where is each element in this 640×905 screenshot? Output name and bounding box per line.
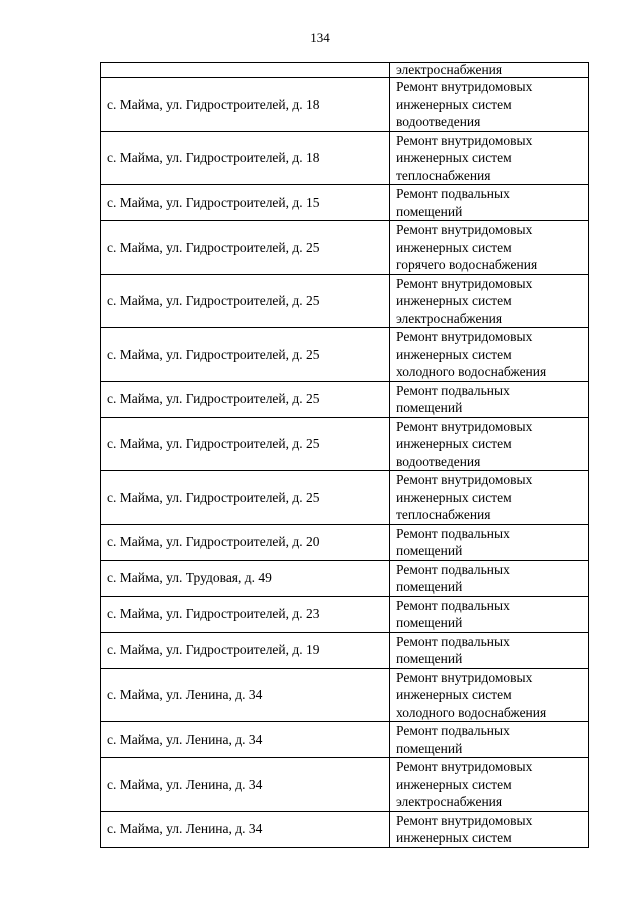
- address-cell: с. Майма, ул. Гидростроителей, д. 25: [101, 328, 390, 382]
- address-cell: с. Майма, ул. Ленина, д. 34: [101, 811, 390, 847]
- table-row: [101, 560, 589, 596]
- address-cell: с. Майма, ул. Гидростроителей, д. 15: [101, 185, 390, 221]
- table-row: [101, 328, 589, 382]
- work-type-cell: Ремонт внутридомовых инженерных систем холодного водоснабжения: [390, 668, 589, 722]
- table-row: [101, 524, 589, 560]
- address-cell: с. Майма, ул. Гидростроителей, д. 25: [101, 221, 390, 275]
- table-row: [101, 274, 589, 328]
- work-type-cell: Ремонт внутридомовых инженерных систем: [390, 811, 589, 847]
- address-cell: с. Майма, ул. Гидростроителей, д. 18: [101, 131, 390, 185]
- work-type-cell: электроснабжения: [390, 63, 589, 78]
- table-row: [101, 417, 589, 471]
- table-row: [101, 811, 589, 847]
- address-cell: с. Майма, ул. Гидростроителей, д. 23: [101, 596, 390, 632]
- table-row: [101, 185, 589, 221]
- work-type-cell: Ремонт внутридомовых инженерных систем теплоснабжения: [390, 471, 589, 525]
- address-cell: с. Майма, ул. Трудовая, д. 49: [101, 560, 390, 596]
- work-type-cell: Ремонт внутридомовых инженерных систем горячего водоснабжения: [390, 221, 589, 275]
- address-cell: с. Майма, ул. Гидростроителей, д. 25: [101, 381, 390, 417]
- address-cell: с. Майма, ул. Гидростроителей, д. 25: [101, 417, 390, 471]
- works-table: [100, 62, 589, 848]
- work-type-cell: Ремонт подвальных помещений: [390, 185, 589, 221]
- table-row: [101, 722, 589, 758]
- address-cell: с. Майма, ул. Гидростроителей, д. 25: [101, 471, 390, 525]
- work-type-cell: Ремонт подвальных помещений: [390, 381, 589, 417]
- table-row: [101, 78, 589, 132]
- address-cell: с. Майма, ул. Ленина, д. 34: [101, 722, 390, 758]
- table-row: [101, 596, 589, 632]
- work-type-cell: Ремонт внутридомовых инженерных систем водоотведения: [390, 78, 589, 132]
- work-type-cell: Ремонт подвальных помещений: [390, 722, 589, 758]
- work-type-cell: Ремонт подвальных помещений: [390, 596, 589, 632]
- table-row: [101, 471, 589, 525]
- work-type-cell: Ремонт внутридомовых инженерных систем теплоснабжения: [390, 131, 589, 185]
- address-cell: с. Майма, ул. Ленина, д. 34: [101, 758, 390, 812]
- table-row: [101, 668, 589, 722]
- table-row: [101, 221, 589, 275]
- work-type-cell: Ремонт внутридомовых инженерных систем холодного водоснабжения: [390, 328, 589, 382]
- table-row: [101, 632, 589, 668]
- work-type-cell: Ремонт подвальных помещений: [390, 524, 589, 560]
- table-row: [101, 758, 589, 812]
- table-row: [101, 63, 589, 78]
- work-type-cell: Ремонт внутридомовых инженерных систем электроснабжения: [390, 274, 589, 328]
- address-cell: с. Майма, ул. Ленина, д. 34: [101, 668, 390, 722]
- address-cell: с. Майма, ул. Гидростроителей, д. 20: [101, 524, 390, 560]
- address-cell: с. Майма, ул. Гидростроителей, д. 18: [101, 78, 390, 132]
- page-number: 134: [310, 30, 330, 45]
- work-type-cell: Ремонт внутридомовых инженерных систем электроснабжения: [390, 758, 589, 812]
- address-cell: с. Майма, ул. Гидростроителей, д. 19: [101, 632, 390, 668]
- address-cell: с. Майма, ул. Гидростроителей, д. 25: [101, 274, 390, 328]
- work-type-cell: Ремонт подвальных помещений: [390, 632, 589, 668]
- work-type-cell: Ремонт внутридомовых инженерных систем водоотведения: [390, 417, 589, 471]
- address-cell: [101, 63, 390, 78]
- table-row: [101, 131, 589, 185]
- table-row: [101, 381, 589, 417]
- work-type-cell: Ремонт подвальных помещений: [390, 560, 589, 596]
